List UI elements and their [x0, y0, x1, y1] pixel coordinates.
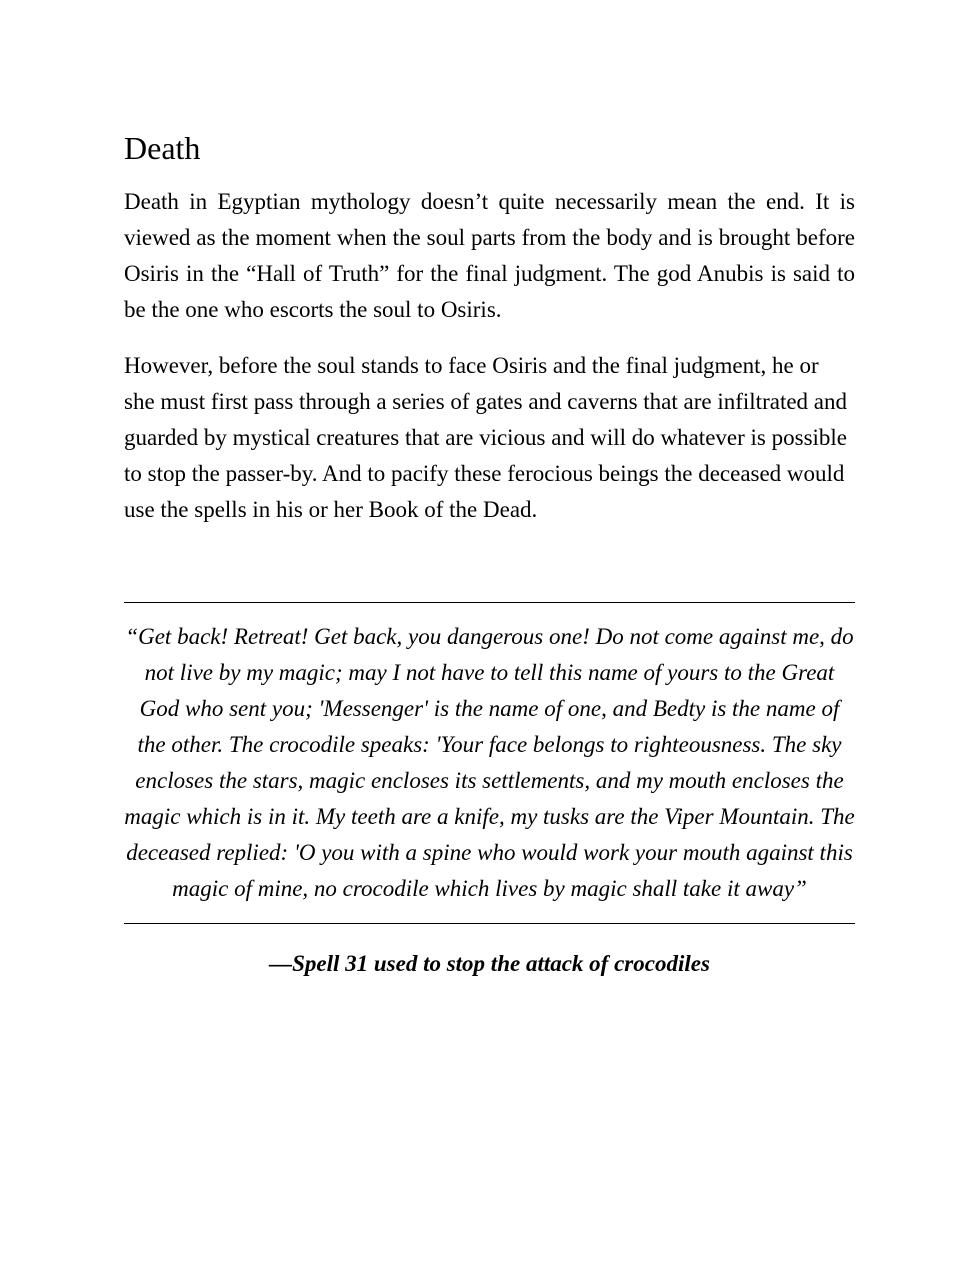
body-paragraph: However, before the soul stands to face Osiris and the final judgment, he or she must first pass through a series of gates and caverns that are infiltrated and guarded by mystical creatures that are vicious and will do whatever is possible to stop the passer-by. And to pacify these ferocious beings the deceased would use the spells in his or her Book of the Dead. — [124, 352, 848, 522]
section-title: Death — [124, 130, 201, 166]
block-quote: “Get back! Retreat! Get back, you dangerous one! Do not come against me, do not live by my magic; may I not have to tell this name of yours to the Great God who sent you; 'Messenger' is the name of one, and Bedty is the name of the other. The crocodile speaks: 'Your face belongs to righteousness. The sky encloses the stars, magic encloses its settlements, and my mouth encloses the magic which is in it. My teeth are a knife, my tusks are the Viper Mountain. The deceased replied: 'O you with a spine who would work your mouth against this magic of mine, no crocodile which lives by magic shall take it away” — [124, 623, 855, 901]
quote-bottom-divider — [124, 923, 855, 924]
body-paragraph: Death in Egyptian mythology doesn’t quite necessarily mean the end. It is viewed as the moment when the soul parts from the body and is brought before Osiris in the “Hall of Truth” for the final judgment. The god Anubis is said to be the one who escorts the soul to Osiris. — [124, 188, 855, 322]
quote-attribution: —Spell 31 used to stop the attack of crocodiles — [269, 950, 710, 976]
quote-top-divider — [124, 602, 855, 603]
